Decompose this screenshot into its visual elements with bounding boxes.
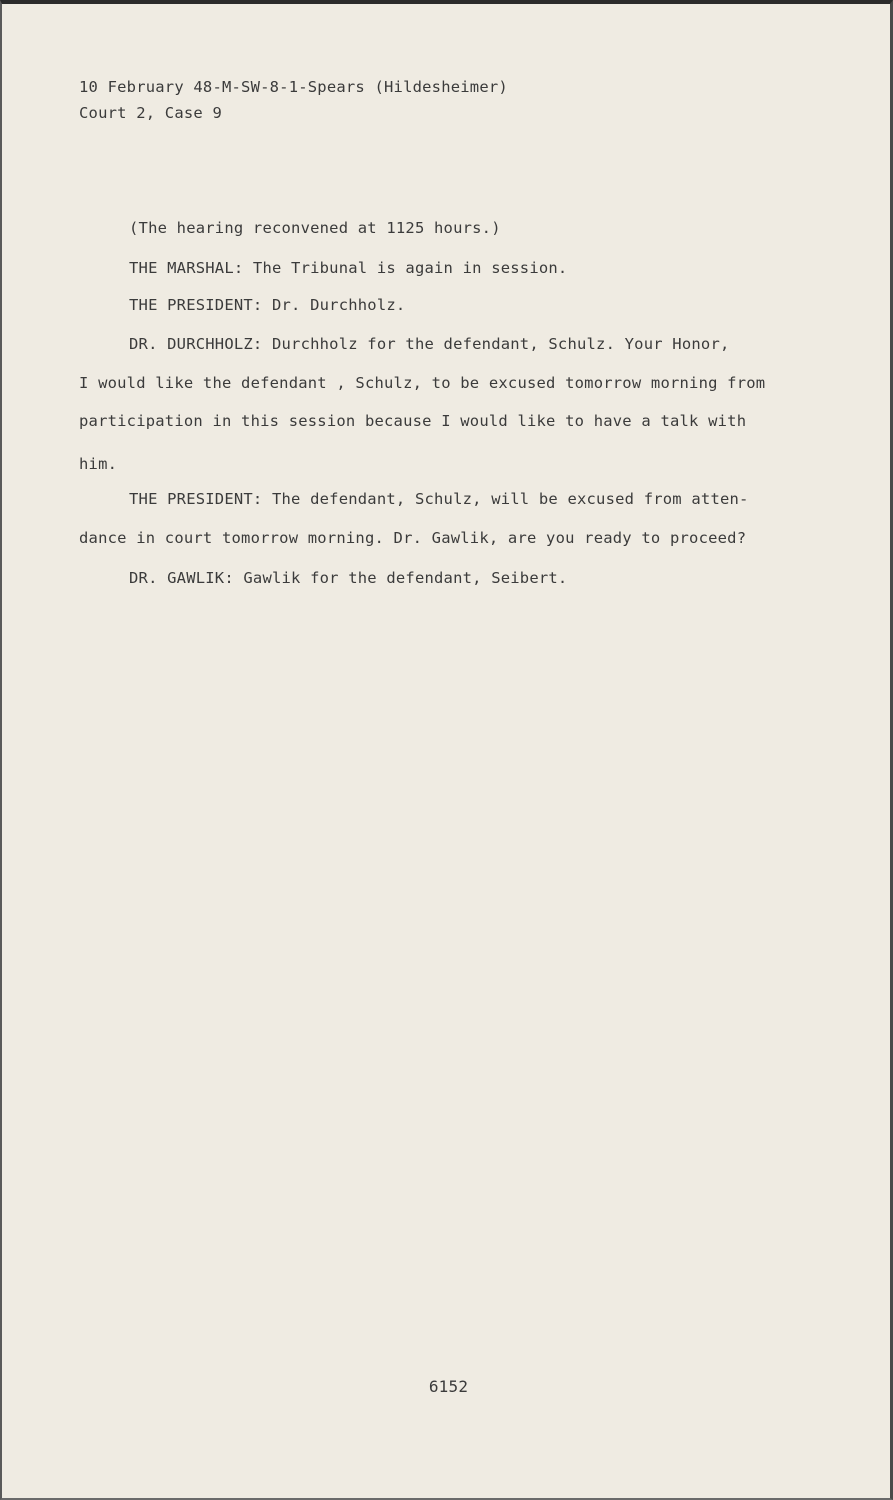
transcript-line: participation in this session because I would like to have a talk with xyxy=(79,412,747,430)
header-court-line: Court 2, Case 9 xyxy=(79,104,222,122)
transcript-line: I would like the defendant , Schulz, to be excused tomorrow morning from xyxy=(79,374,766,392)
transcript-line: dance in court tomorrow morning. Dr. Gawlik, are you ready to proceed? xyxy=(79,529,747,547)
transcript-line: THE PRESIDENT: Dr. Durchholz. xyxy=(129,296,406,314)
transcript-line: him. xyxy=(79,455,118,473)
transcript-line: THE MARSHAL: The Tribunal is again in session. xyxy=(129,259,568,277)
transcript-line: THE PRESIDENT: The defendant, Schulz, will be excused from atten- xyxy=(129,490,749,508)
transcript-line: (The hearing reconvened at 1125 hours.) xyxy=(129,219,501,237)
header-date-line: 10 February 48-M-SW-8-1-Spears (Hildesheimer) xyxy=(79,78,508,96)
transcript-line: DR. GAWLIK: Gawlik for the defendant, Seibert. xyxy=(129,569,568,587)
transcript-line: DR. DURCHHOLZ: Durchholz for the defendant, Schulz. Your Honor, xyxy=(129,335,730,353)
page-number: 6152 xyxy=(428,1377,469,1396)
